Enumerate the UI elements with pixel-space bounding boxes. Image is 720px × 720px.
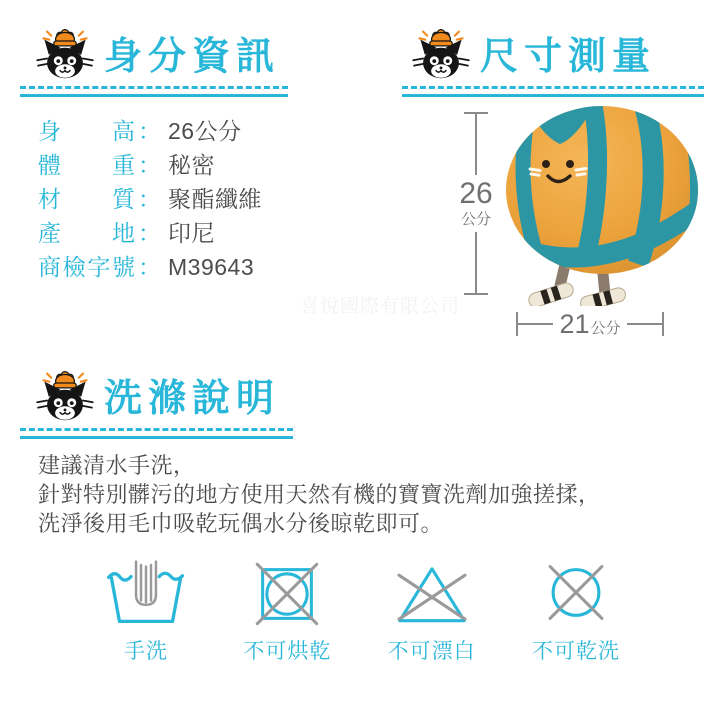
measure-tick	[464, 293, 488, 295]
measure-line	[475, 232, 477, 293]
instruction-line: 針對特別髒污的地方使用天然有機的寶寶洗劑加強搓揉，	[38, 482, 601, 507]
row-label: 商 檢 字 號	[38, 254, 135, 280]
hand-wash-icon	[105, 560, 187, 628]
row-value: 印尼	[168, 220, 215, 246]
size-section-title: 尺寸測量	[480, 35, 657, 78]
table-row	[38, 181, 288, 215]
washing-section	[20, 370, 293, 439]
row-colon: ：	[138, 118, 161, 144]
care-label: 不可烘乾	[243, 640, 332, 663]
no-dry-clean-icon	[542, 562, 610, 626]
height-unit: 公分	[460, 210, 491, 228]
care-label: 不可乾洗	[531, 640, 620, 663]
no-tumble-dry-icon	[255, 562, 319, 626]
instruction-line: 建議清水手洗，	[38, 453, 196, 478]
plush-volleyball-image	[504, 104, 700, 306]
measure-line	[627, 323, 662, 325]
identity-section	[20, 28, 288, 283]
row-value: M39643	[168, 254, 255, 280]
measure-line	[518, 323, 553, 325]
row-label: 體 重	[38, 152, 135, 178]
section-divider	[20, 428, 293, 439]
section-divider	[20, 86, 288, 97]
section-divider	[402, 86, 704, 97]
row-colon: ：	[138, 220, 161, 246]
cat-mascot-icon	[36, 28, 94, 80]
identity-section-title: 身分資訊	[104, 35, 281, 78]
row-colon: ：	[138, 152, 161, 178]
care-item-no-tumble-dry	[243, 560, 331, 665]
instruction-line: 洗淨後用毛巾吸乾玩偶水分後晾乾即可。	[38, 511, 444, 536]
identity-section-header	[20, 28, 288, 81]
care-item-no-bleach	[388, 560, 476, 665]
row-value: 26公分	[168, 118, 242, 144]
width-measurement	[516, 306, 664, 342]
row-label: 產 地	[38, 220, 135, 246]
care-label: 不可漂白	[387, 640, 476, 663]
height-number: 26	[459, 177, 493, 210]
watermark: 喜悅國際有限公司	[300, 296, 461, 317]
care-symbols-row	[105, 560, 620, 665]
table-row	[38, 113, 288, 147]
identity-table	[38, 113, 288, 283]
row-label: 材 質	[38, 186, 135, 212]
row-colon: ：	[138, 186, 161, 212]
table-row	[38, 215, 288, 249]
care-label: 手洗	[124, 640, 168, 663]
washing-section-title: 洗滌說明	[104, 377, 281, 420]
width-number: 21	[559, 308, 590, 339]
cat-mascot-icon	[412, 28, 470, 80]
washing-section-header	[20, 370, 293, 423]
row-label: 身 高	[38, 118, 135, 144]
size-section	[402, 28, 704, 97]
row-colon: ：	[138, 254, 161, 280]
row-value: 聚酯纖維	[168, 186, 262, 212]
table-row	[38, 147, 288, 181]
width-unit: 公分	[590, 319, 621, 337]
size-section-header	[402, 28, 704, 81]
washing-instructions	[38, 451, 698, 538]
measure-line	[475, 114, 477, 175]
care-item-no-dry-clean	[532, 560, 620, 665]
cat-mascot-icon	[36, 370, 94, 422]
row-value: 秘密	[168, 152, 215, 178]
measure-tick	[662, 312, 664, 336]
table-row	[38, 249, 288, 283]
no-bleach-icon	[392, 561, 472, 627]
care-item-hand-wash	[105, 560, 187, 665]
height-value	[459, 178, 492, 229]
height-measurement	[447, 112, 505, 295]
